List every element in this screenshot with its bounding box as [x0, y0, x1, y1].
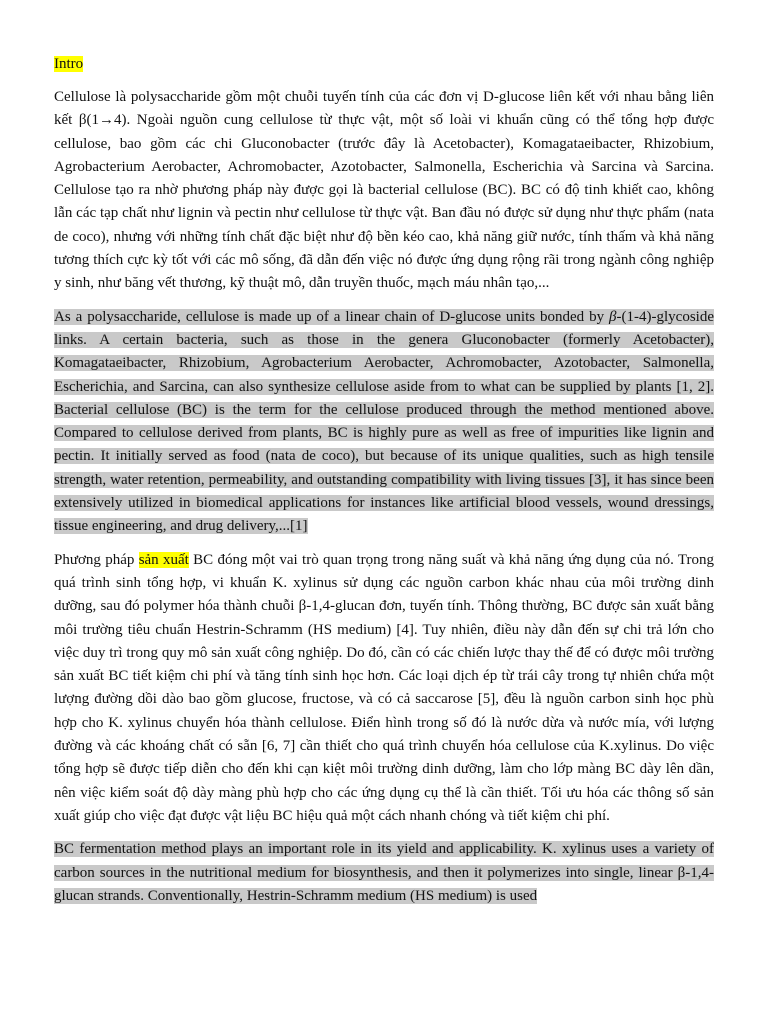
paragraph-english-2	[54, 838, 714, 908]
english-2-text: BC fermentation method plays an important role in its yield and applicability. K. xylinus uses a variety of carbon sources in the nutritional medium for biosynthesis, and then it polymerizes into single, linear β-1,4-glucan strands. Conventionally, Hestrin-Schramm medium (HS medium) is used	[54, 841, 714, 904]
vietnamese-2-part-b: BC đóng một vai trò quan trọng trong năng suất và khả năng ứng dụng của nó. Trong quá trình sinh tổng hợp, vi khuẩn K. xylinus sử dụng các nguồn carbon khác nhau của môi trường dinh dưỡng, sau đó polymer hóa thành chuỗi β-1,4-glucan đơn, tuyến tính. Thông thường, BC được sản xuất bằng môi trường tiêu chuẩn Hestrin-Schramm (HS medium) [4]. Tuy nhiên, điều này dẫn đến sự chi trả lớn cho việc duy trì trong quy mô sản xuất công nghiệp. Do đó, cần có các chiến lược thay thế để có được môi trường sản xuất BC tiết kiệm chi phí và tăng tính sinh học hơn. Các loại dịch ép từ trái cây trong tự nhiên chứa một lượng đường dồi dào bao gồm glucose, fructose, và có cả saccarose [5], đều là nguồn carbon sinh học phù hợp cho K. xylinus chuyển hóa thành cellulose. Điển hình trong số đó là nước dừa và nước mía, với lượng đường và các khoáng chất có sẵn [6, 7] cần thiết cho quá trình chuyển hóa cellulose của K.xylinus. Do việc tổng hợp sẽ được tiếp diễn cho đến khi cạn kiệt môi trường dinh dưỡng, làm cho lớp màng BC dày lên dần, nên việc kiểm soát độ dày màng phù hợp cho các ứng dụng cụ thể là cần thiết. Tối ưu hóa các thông số sản xuất giúp cho việc đạt được vật liệu BC hiệu quả một cách nhanh chóng và tiết kiệm chi phí.	[54, 551, 715, 824]
beta-symbol: β	[609, 308, 617, 325]
paragraph-vietnamese-1: Cellulose là polysaccharide gồm một chuỗi tuyến tính của các đơn vị D-glucose liên kết với nhau bằng liên kết β(1→4). Ngoài nguồn cung cellulose từ thực vật, một số loài vi khuẩn cũng có thể tổng hợp được cellulose, bao gồm các chi Gluconobacter (trước đây là Acetobacter), Komagataeibacter, Rhizobium, Agrobacterium Aerobacter, Achromobacter, Azotobacter, Salmonella, Escherichia và Sarcina và Sarcina. Cellulose tạo ra nhờ phương pháp này được gọi là bacterial cellulose (BC). BC có độ tinh khiết cao, không lẫn các tạp chất như lignin và pectin như cellulose từ thực vật. Ban đầu nó được sử dụng như thực phẩm (nata de coco), nhưng với những tính chất đặc biệt như độ bền kéo cao, khả năng giữ nước, tính thấm và khả năng tương thích cực kỳ tốt với các mô sống, đã dẫn đến việc nó được ứng dụng rộng rãi trong ngành công nghiệp y sinh, như băng vết thương, kỹ thuật mô, dẫn truyền thuốc, mạch máu nhân tạo,...	[54, 89, 714, 292]
section-heading	[54, 53, 714, 76]
paragraph-vietnamese-2	[54, 549, 714, 829]
english-1-part-a: As a polysaccharide, cellulose is made up of a linear chain of D-glucose units bonded by	[54, 308, 610, 325]
vietnamese-2-part-a: Phương pháp	[54, 551, 139, 568]
document-page	[54, 53, 714, 918]
english-1-text	[54, 309, 714, 535]
english-1-part-b: -(1-4)-glycoside links. A certain bacteria, such as those in the genera Gluconobacter (formerly Acetobacter), Komagataeibacter, Rhizobium, Agrobacterium Aerobacter, Achromobacter, Azotobacter, Salmonella, Escherichia, and Sarcina, can also synthesize cellulose aside from to what can be supplied by plants [1, 2]. Bacterial cellulose (BC) is the term for the cellulose produced through the method mentioned above. Compared to cellulose derived from plants, BC is highly pure as well as free of impurities like lignin and pectin. It initially served as food (nata de coco), but because of its unique qualities, such as high tensile strength, water retention, permeability, and outstanding compatibility with living tissues [3], it has since been extensively utilized in biomedical applications for instances like artificial blood vessels, wound dressings, tissue engineering, and drug delivery,...[1]	[54, 308, 714, 535]
highlighted-term: sản xuất	[138, 551, 189, 568]
paragraph-english-1	[54, 306, 714, 539]
heading-text: Intro	[54, 56, 84, 72]
